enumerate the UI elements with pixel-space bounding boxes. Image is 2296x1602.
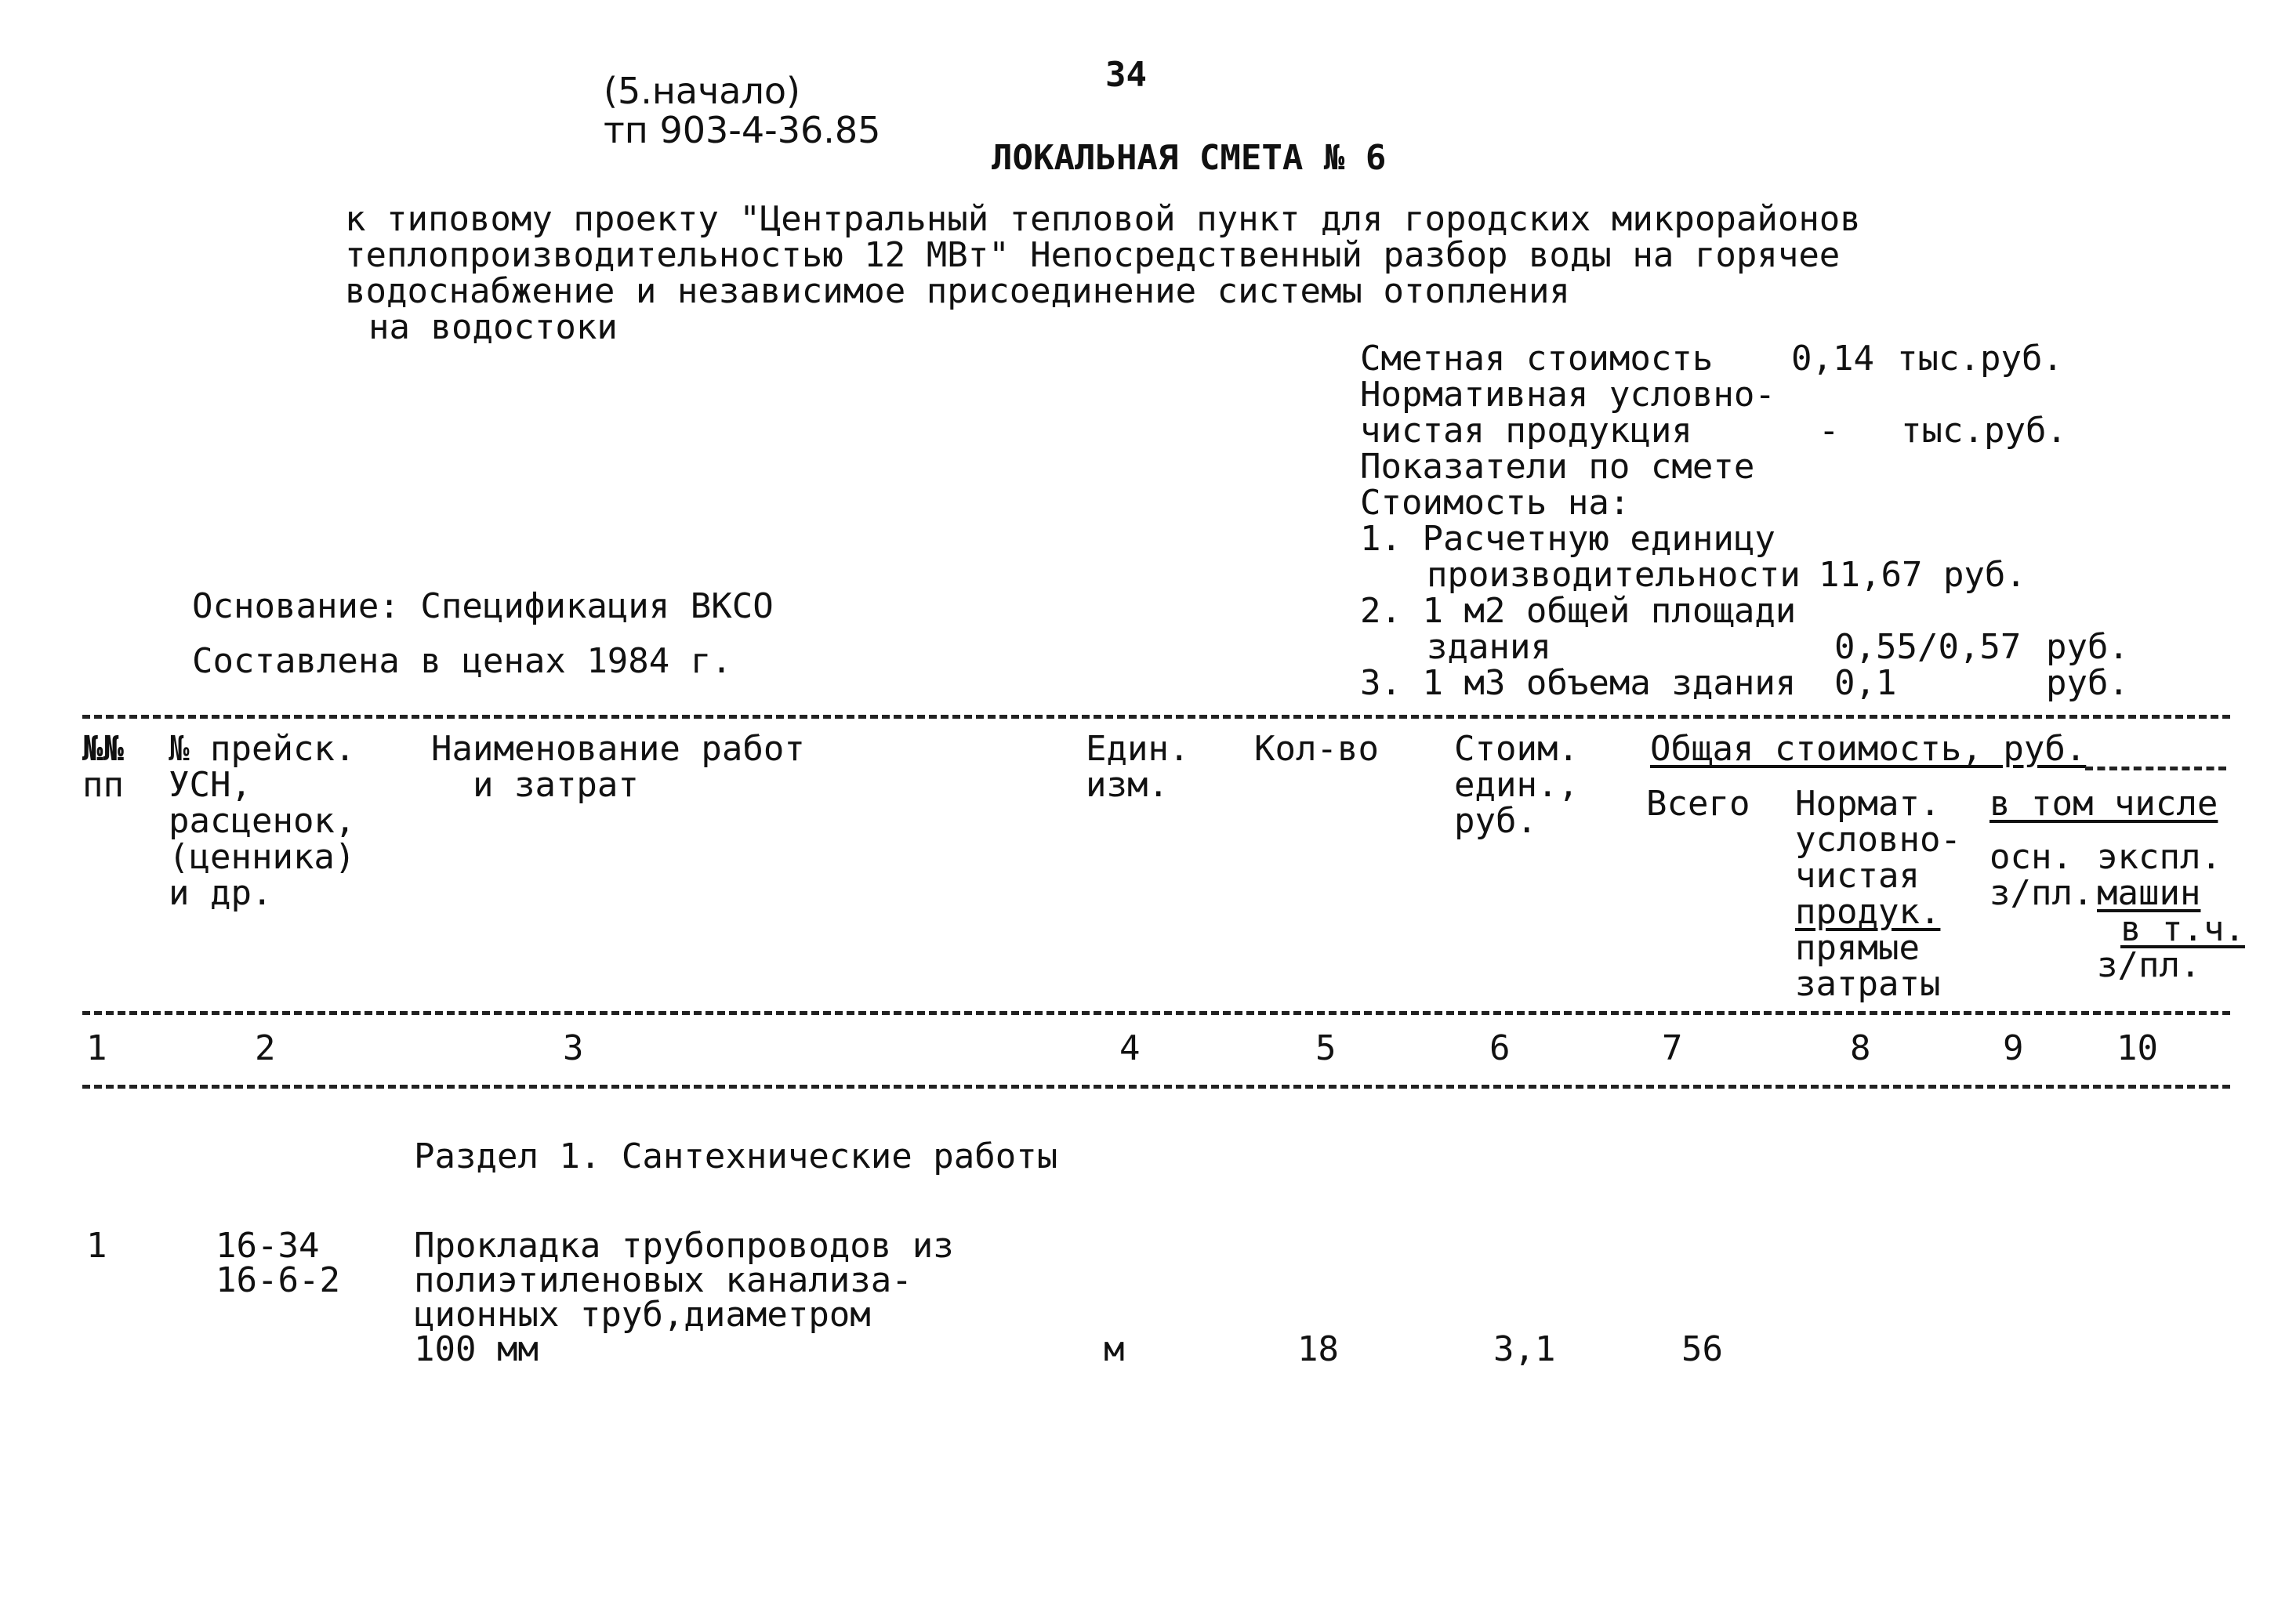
indicator-1-line-2: производительности <box>1427 555 1801 595</box>
normative-value: - <box>1819 411 1840 451</box>
colnum-4: 4 <box>1119 1028 1141 1068</box>
normative-label-2: чистая продукция <box>1360 411 1692 451</box>
including-header: в том числе <box>1990 784 2218 824</box>
description-line-1: к типовому проекту "Центральный тепловой пункт для городских микрорайонов <box>345 199 1861 239</box>
col2-header-3: расценок, <box>169 801 356 841</box>
col5-header: Кол-во <box>1254 729 1379 769</box>
header-bottom-rule <box>82 1011 2230 1015</box>
total-cost-rule <box>2085 767 2226 770</box>
col10-header-4: з/пл. <box>2097 945 2201 985</box>
colnum-6: 6 <box>1489 1028 1511 1068</box>
colnum-9: 9 <box>2003 1028 2024 1068</box>
total-cost-header: Общая стоимость, руб. <box>1650 729 2087 769</box>
col8-header-1: Нормат. <box>1795 784 1941 824</box>
continuation-note: (5.начало) <box>604 70 800 112</box>
indicator-2-line-2: здания <box>1427 627 1551 667</box>
col4-header-1: Един. <box>1086 729 1190 769</box>
indicator-1-line-1: 1. Расчетную единицу <box>1360 519 1776 559</box>
estimated-cost-unit: тыс.руб. <box>1897 339 2063 379</box>
row-number: 1 <box>86 1226 107 1266</box>
project-code: тп 903-4-36.85 <box>604 109 881 151</box>
description-line-2: теплопроизводительностью 12 МВт" Непосредственный разбор воды на горячее <box>345 235 1841 275</box>
col6-header-1: Стоим. <box>1454 729 1579 769</box>
cost-for-label: Стоимость на: <box>1360 483 1630 523</box>
row-code-2: 16-6-2 <box>216 1260 340 1300</box>
col8-header-6: затраты <box>1795 964 1941 1004</box>
colnum-1: 1 <box>86 1028 107 1068</box>
indicator-3-unit: руб. <box>2046 663 2129 703</box>
colnum-3: 3 <box>563 1028 584 1068</box>
col8-header-3: чистая <box>1795 856 1920 896</box>
indicator-2-value: 0,55/0,57 <box>1834 627 2022 667</box>
description-subtitle: на водостоки <box>368 307 618 347</box>
row-name-4: 100 мм <box>414 1329 539 1369</box>
colnum-bottom-rule <box>82 1085 2230 1089</box>
col8-header-2: условно- <box>1795 820 1961 860</box>
page-number: 34 <box>1105 55 1147 95</box>
indicator-3-line: 3. 1 м3 объема здания <box>1360 663 1797 703</box>
section-title: Раздел 1. Сантехнические работы <box>414 1136 1058 1176</box>
col3-header-1: Наименование работ <box>431 729 805 769</box>
indicator-1-value: 11,67 руб. <box>1819 555 2026 595</box>
row-name-2: полиэтиленовых канализа- <box>414 1260 912 1300</box>
col2-header-4: (ценника) <box>169 837 356 877</box>
row-total: 56 <box>1681 1329 1723 1369</box>
colnum-8: 8 <box>1850 1028 1871 1068</box>
colnum-5: 5 <box>1315 1028 1337 1068</box>
header-top-rule <box>82 715 2230 719</box>
col7-header: Всего <box>1646 784 1750 824</box>
col10-header-3: в т.ч. <box>2120 909 2245 949</box>
col8-header-5: прямые <box>1795 928 1920 968</box>
estimated-cost-value: 0,14 <box>1791 339 1874 379</box>
col6-header-2: един., <box>1454 765 1579 805</box>
indicators-label: Показатели по смете <box>1360 447 1755 487</box>
row-name-1: Прокладка трубопроводов из <box>414 1226 954 1266</box>
col8-header-4: продук. <box>1795 892 1941 932</box>
col2-header-5: и др. <box>169 873 273 913</box>
basis-line: Основание: Спецификация ВКСО <box>192 586 774 626</box>
col10-header-2: машин <box>2097 873 2201 913</box>
col1-header-2: пп <box>82 765 124 805</box>
col2-header-2: УСН, <box>169 765 252 805</box>
document-title: ЛОКАЛЬНАЯ СМЕТА № 6 <box>992 138 1387 178</box>
col10-header-1: экспл. <box>2097 837 2222 877</box>
indicator-2-line-1: 2. 1 м2 общей площади <box>1360 591 1797 631</box>
col9-header-1: осн. <box>1990 837 2073 877</box>
row-unit-cost: 3,1 <box>1493 1329 1556 1369</box>
indicator-2-unit: руб. <box>2046 627 2129 667</box>
row-qty: 18 <box>1297 1329 1339 1369</box>
col3-header-2: и затрат <box>431 765 639 805</box>
row-name-3: ционных труб,диаметром <box>414 1295 871 1335</box>
row-code-1: 16-34 <box>216 1226 320 1266</box>
prices-line: Составлена в ценах 1984 г. <box>192 641 732 681</box>
col9-header-2: з/пл. <box>1990 873 2094 913</box>
colnum-2: 2 <box>255 1028 276 1068</box>
indicator-3-value: 0,1 <box>1834 663 1897 703</box>
colnum-7: 7 <box>1662 1028 1683 1068</box>
estimated-cost-label: Сметная стоимость <box>1360 339 1714 379</box>
description-line-3: водоснабжение и независимое присоединение системы отопления <box>345 271 1570 311</box>
col4-header-2: изм. <box>1086 765 1169 805</box>
normative-label-1: Нормативная условно- <box>1360 375 1776 415</box>
row-unit: м <box>1104 1329 1125 1369</box>
col1-header-1: №№ <box>82 729 124 769</box>
col2-header-1: № прейск. <box>169 729 356 769</box>
colnum-10: 10 <box>2116 1028 2158 1068</box>
col6-header-3: руб. <box>1454 801 1537 841</box>
normative-unit: тыс.руб. <box>1901 411 2067 451</box>
